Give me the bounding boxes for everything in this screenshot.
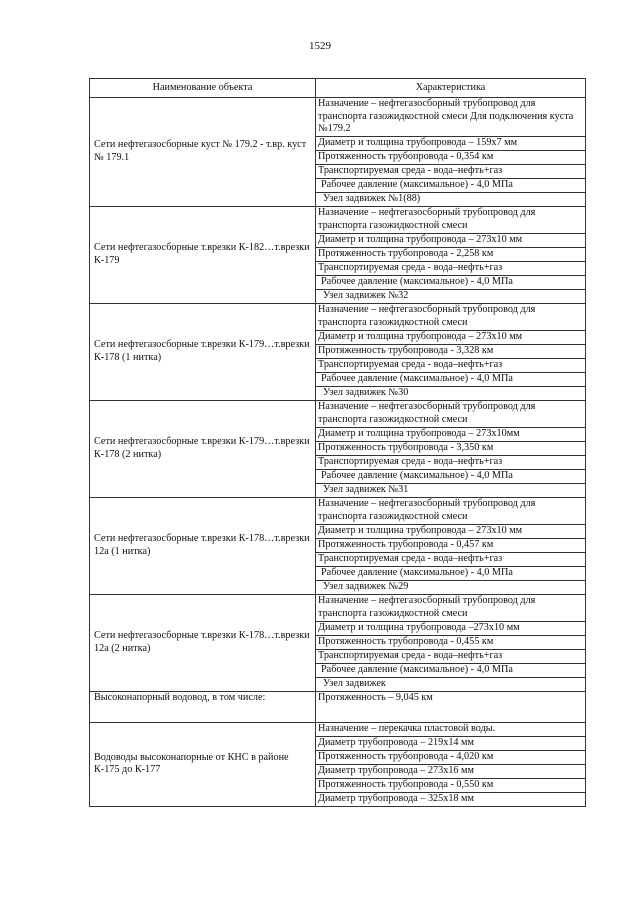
characteristic-cell: Протяженность трубопровода - 3,350 км [316,441,586,455]
characteristic-cell: Назначение – нефтегазосборный трубопровод для транспорта газожидкостной смеси [316,594,586,621]
characteristic-cell: Диаметр и толщина трубопровода – 273х10 мм [316,330,586,344]
characteristic-cell: Узел задвижек [316,677,586,691]
characteristic-cell: Рабочее давление (максимальное) - 4,0 МПа [316,663,586,677]
characteristic-cell: Протяженность трубопровода - 3,328 км [316,344,586,358]
characteristic-cell: Назначение – нефтегазосборный трубопровод для транспорта газожидкостной смеси Для подключения куста №179.2 [316,98,586,137]
characteristic-cell: Транспортируемая среда - вода–нефть+газ [316,358,586,372]
object-name: Сети нефтегазосборные т.врезки К-178…т.врезки 12а (1 нитка) [90,497,316,594]
characteristic-cell: Транспортируемая среда - вода–нефть+газ [316,455,586,469]
object-name: Сети нефтегазосборные т.врезки К-178…т.врезки 12а (2 нитка) [90,594,316,691]
object-name-water-lines: Водоводы высоконапорные от КНС в районе К-175 до К-177 [90,722,316,806]
table-row [90,722,586,736]
characteristic-cell: Диаметр и толщина трубопровода – 273х10мм [316,427,586,441]
table-row [90,303,586,330]
table-row [90,497,586,524]
characteristic-cell: Рабочее давление (максимальное) - 4,0 МПа [316,178,586,192]
table-row [90,98,586,137]
characteristic-cell: Назначение – нефтегазосборный трубопровод для транспорта газожидкостной смеси [316,206,586,233]
characteristic-cell: Узел задвижек №30 [316,386,586,400]
characteristic-cell: Рабочее давление (максимальное) - 4,0 МПа [316,372,586,386]
characteristic-cell: Узел задвижек №29 [316,580,586,594]
header-characteristic: Характеристика [316,79,586,98]
characteristic-cell: Протяженность трубопровода - 0,455 км [316,635,586,649]
characteristic-cell: Узел задвижек №1(88) [316,192,586,206]
table-row [90,400,586,427]
object-name: Сети нефтегазосборные т.врезки К-179…т.врезки К-178 (2 нитка) [90,400,316,497]
characteristic-cell: Транспортируемая среда - вода–нефть+газ [316,164,586,178]
characteristic-cell: Протяженность трубопровода - 2,258 км [316,247,586,261]
characteristic-cell: Диаметр и толщина трубопровода –273х10 мм [316,621,586,635]
characteristic-cell: Протяженность трубопровода - 4,020 км [316,750,586,764]
characteristic-cell: Протяженность – 9,045 км [316,691,586,722]
characteristic-cell: Назначение – перекачка пластовой воды. [316,722,586,736]
characteristic-cell: Рабочее давление (максимальное) - 4,0 МПа [316,469,586,483]
header-object-name: Наименование объекта [90,79,316,98]
characteristic-cell: Рабочее давление (максимальное) - 4,0 МПа [316,566,586,580]
table-row [90,691,586,722]
table-header-row [90,79,586,98]
characteristic-cell: Диаметр и толщина трубопровода – 159х7 мм [316,136,586,150]
characteristic-cell: Протяженность трубопровода - 0,457 км [316,538,586,552]
object-name: Сети нефтегазосборные куст № 179.2 - т.вр. куст № 179.1 [90,98,316,207]
characteristic-cell: Диаметр трубопровода – 219х14 мм [316,736,586,750]
characteristic-cell: Диаметр трубопровода – 273х16 мм [316,764,586,778]
characteristic-cell: Узел задвижек №31 [316,483,586,497]
characteristic-cell: Диаметр трубопровода – 325х18 мм [316,792,586,806]
table-row [90,594,586,621]
objects-table [89,78,586,807]
characteristic-cell: Транспортируемая среда - вода–нефть+газ [316,649,586,663]
characteristic-cell: Диаметр и толщина трубопровода – 273х10 мм [316,524,586,538]
characteristic-cell: Диаметр и толщина трубопровода – 273х10 мм [316,233,586,247]
object-name: Сети нефтегазосборные т.врезки К-179…т.врезки К-178 (1 нитка) [90,303,316,400]
characteristic-cell: Протяженность трубопровода - 0,550 км [316,778,586,792]
characteristic-cell: Транспортируемая среда - вода–нефть+газ [316,261,586,275]
characteristic-cell: Назначение – нефтегазосборный трубопровод для транспорта газожидкостной смеси [316,497,586,524]
page-number: 1529 [309,40,331,52]
table-row [90,206,586,233]
characteristic-cell: Рабочее давление (максимальное) - 4,0 МПа [316,275,586,289]
characteristic-cell: Протяженность трубопровода - 0,354 км [316,150,586,164]
object-name-water-main: Высоконапорный водовод, в том числе: [90,691,316,722]
characteristic-cell: Транспортируемая среда - вода–нефть+газ [316,552,586,566]
object-name: Сети нефтегазосборные т.врезки К-182…т.врезки К-179 [90,206,316,303]
characteristic-cell: Узел задвижек №32 [316,289,586,303]
characteristic-cell: Назначение – нефтегазосборный трубопровод для транспорта газожидкостной смеси [316,400,586,427]
characteristic-cell: Назначение – нефтегазосборный трубопровод для транспорта газожидкостной смеси [316,303,586,330]
